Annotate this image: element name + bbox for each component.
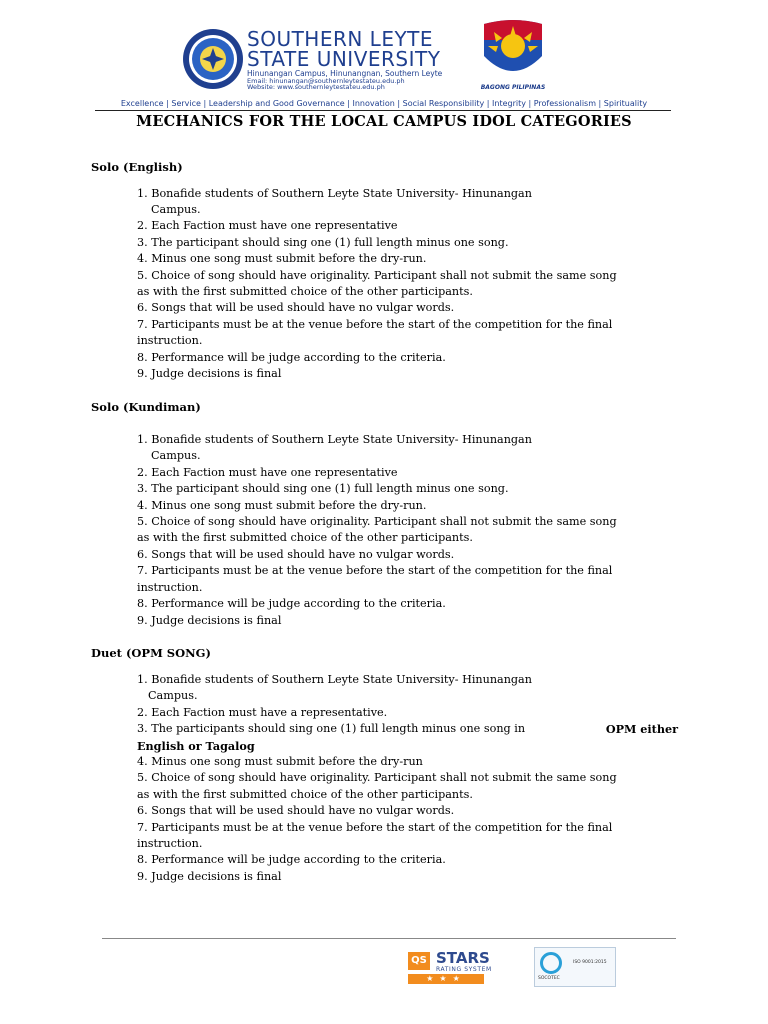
footer-divider	[102, 938, 676, 939]
section-heading-duet-opm: Duet (OPM SONG)	[91, 646, 211, 660]
list-item: instruction.	[137, 837, 203, 850]
list-item-emphasis: English or Tagalog	[137, 739, 255, 753]
list-item: 6. Songs that will be used should have no vulgar words.	[137, 804, 455, 817]
list-item: 2. Each Faction must have a representative.	[137, 706, 388, 719]
section-heading-solo-kundiman: Solo (Kundiman)	[91, 400, 201, 414]
list-item: 8. Performance will be judge according to the criteria.	[137, 853, 446, 866]
list-item: 3. The participant should sing one (1) full length minus one song.	[137, 236, 509, 249]
list-item: 1. Bonafide students of Southern Leyte State University- Hinunangan	[137, 673, 532, 686]
list-item: 4. Minus one song must submit before the dry-run	[137, 755, 423, 768]
list-item: 7. Participants must be at the venue before the start of the competition for the final	[137, 821, 613, 834]
list-item: 9. Judge decisions is final	[137, 367, 282, 380]
list-item: 9. Judge decisions is final	[137, 870, 282, 883]
socotec-circle-icon	[540, 952, 562, 974]
list-item: as with the first submitted choice of the other participants.	[137, 788, 473, 801]
qs-rating-system-label: RATING SYSTEM	[436, 966, 492, 973]
section-heading-solo-english: Solo (English)	[91, 160, 183, 174]
list-item: as with the first submitted choice of the other participants.	[137, 285, 473, 298]
qs-logo-badge: QS	[408, 952, 430, 970]
list-item: 4. Minus one song must submit before the dry-run.	[137, 252, 427, 265]
bagong-pilipinas-logo	[474, 16, 552, 86]
list-item: instruction.	[137, 334, 203, 347]
list-item: 2. Each Faction must have one representative	[137, 219, 398, 232]
list-item: 6. Songs that will be used should have no vulgar words.	[137, 548, 455, 561]
university-name-line2: STATE UNIVERSITY	[247, 47, 441, 71]
core-values: Excellence | Service | Leadership and Good Governance | Innovation | Social Responsibility | Integrity | Professionalism | Spirituality	[120, 99, 648, 108]
iso-standard-label: ISO 9001:2015	[573, 960, 607, 965]
qs-stars-label: STARS	[436, 949, 490, 967]
list-item: 7. Participants must be at the venue before the start of the competition for the final	[137, 318, 613, 331]
bagong-pilipinas-label: BAGONG PILIPINAS	[480, 84, 546, 91]
list-item: 1. Bonafide students of Southern Leyte State University- Hinunangan	[137, 433, 532, 446]
list-item: 6. Songs that will be used should have no vulgar words.	[137, 301, 455, 314]
list-item: 5. Choice of song should have originality. Participant shall not submit the same song	[137, 269, 617, 282]
list-item	[137, 721, 678, 737]
list-item: 5. Choice of song should have originality. Participant shall not submit the same song	[137, 771, 617, 784]
university-seal-logo	[182, 28, 244, 90]
list-item: 5. Choice of song should have originality. Participant shall not submit the same song	[137, 515, 617, 528]
list-item-emphasis: OPM either	[605, 722, 678, 736]
list-item: instruction.	[137, 581, 203, 594]
list-item-text: 3. The participants should sing one (1) full length minus one song in	[137, 722, 526, 735]
list-item: Campus.	[151, 449, 201, 462]
page-title: MECHANICS FOR THE LOCAL CAMPUS IDOL CATEGORIES	[136, 113, 632, 130]
campus-email: Email: hinunangan@southernleytestateu.edu.ph	[247, 77, 405, 85]
university-name-line1: SOUTHERN LEYTE	[247, 27, 434, 51]
list-item: 8. Performance will be judge according to the criteria.	[137, 351, 446, 364]
list-item: 4. Minus one song must submit before the dry-run.	[137, 499, 427, 512]
qs-star-rating: ★★★	[408, 974, 484, 984]
header-divider	[95, 110, 671, 111]
campus-address: Hinunangan Campus, Hinunangnan, Southern Leyte	[247, 69, 443, 78]
list-item: 2. Each Faction must have one representative	[137, 466, 398, 479]
socotec-label: SOCOTEC	[538, 976, 560, 981]
list-item: 9. Judge decisions is final	[137, 614, 282, 627]
list-item: 7. Participants must be at the venue before the start of the competition for the final	[137, 564, 613, 577]
list-item: 3. The participant should sing one (1) full length minus one song.	[137, 482, 509, 495]
list-item: Campus.	[151, 203, 201, 216]
list-item: Campus.	[148, 689, 198, 702]
list-item: 1. Bonafide students of Southern Leyte State University- Hinunangan	[137, 187, 532, 200]
campus-website: Website: www.southernleytestateu.edu.ph	[247, 83, 385, 91]
list-item: as with the first submitted choice of the other participants.	[137, 531, 473, 544]
list-item: 8. Performance will be judge according to the criteria.	[137, 597, 446, 610]
